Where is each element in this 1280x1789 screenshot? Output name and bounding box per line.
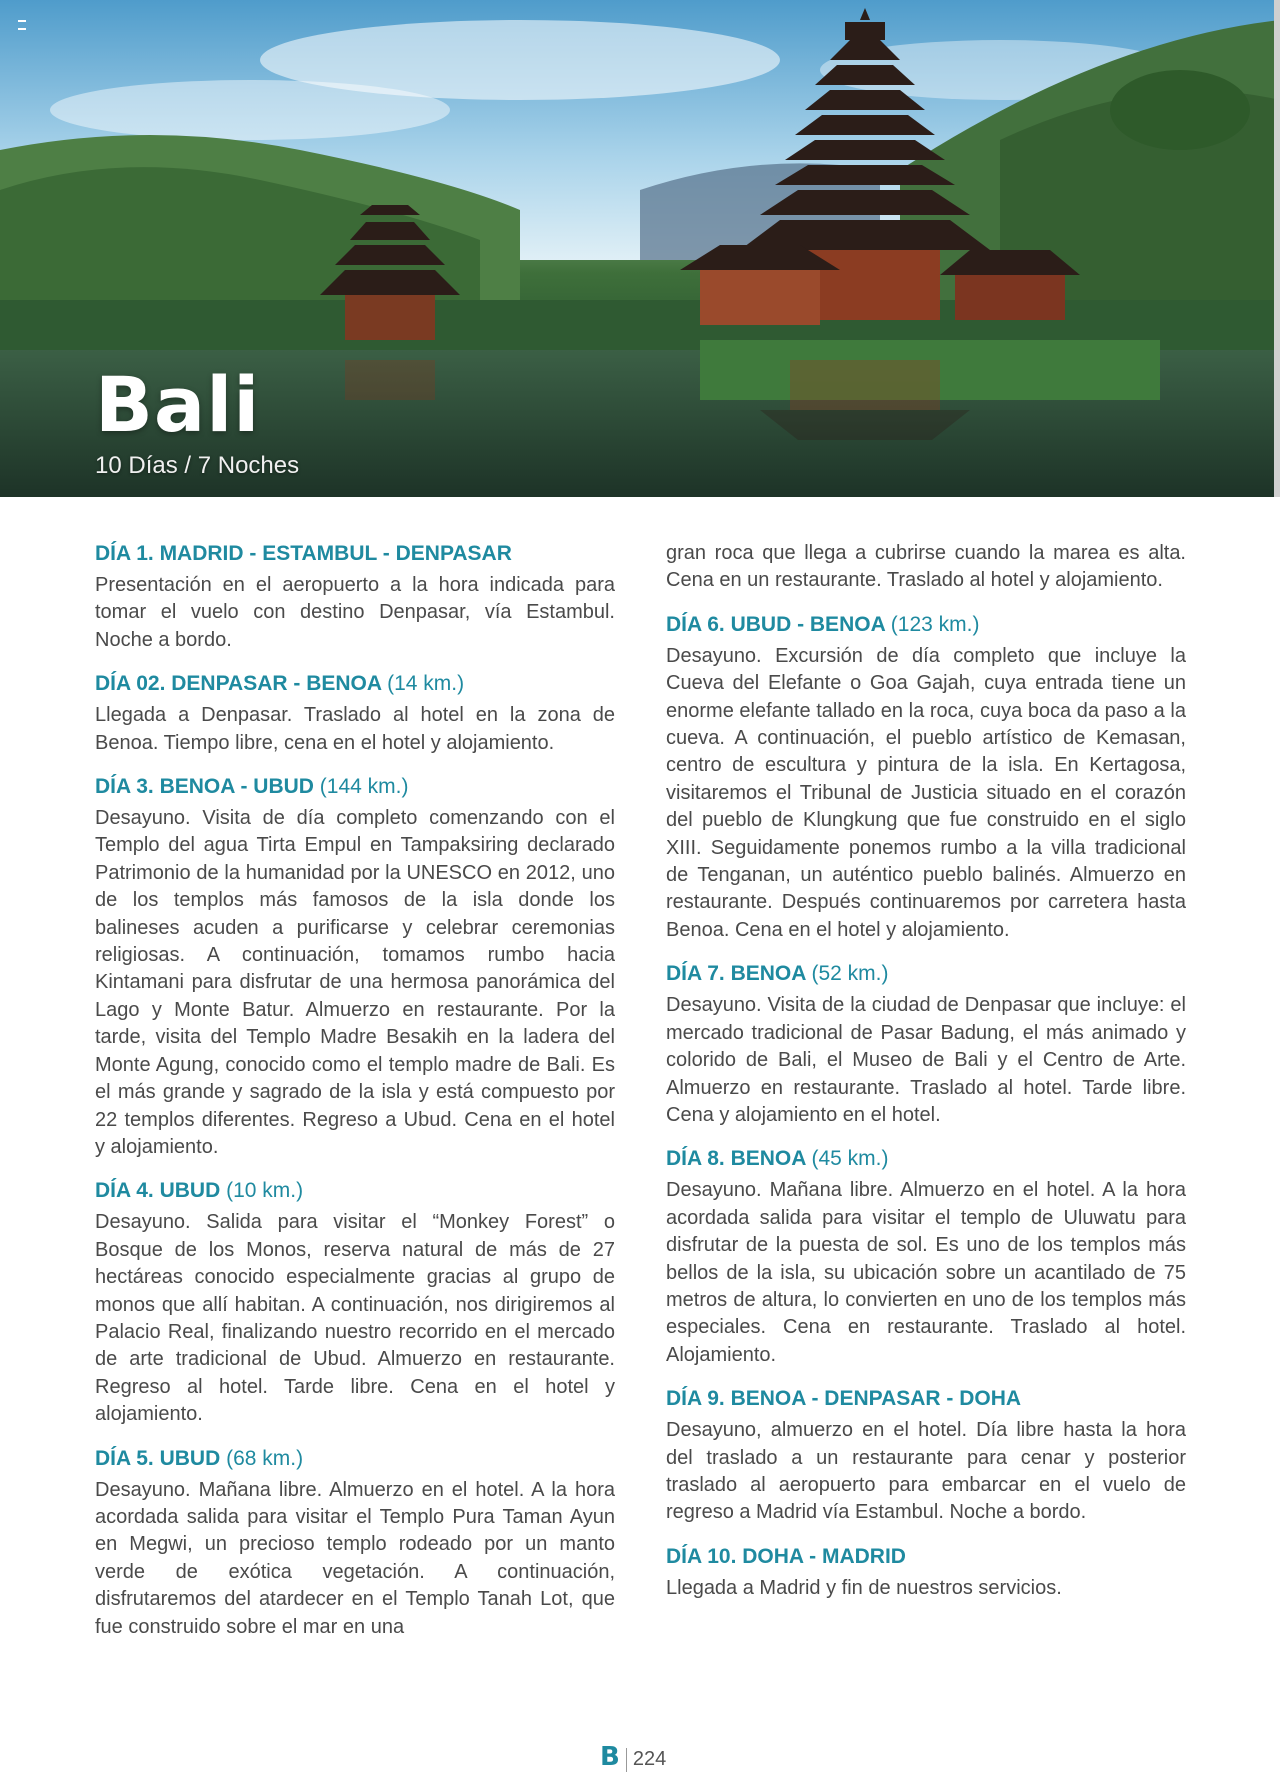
day-distance: (144 km.) bbox=[319, 775, 409, 799]
day-distance: (52 km.) bbox=[811, 962, 889, 986]
day-heading: DÍA 7. BENOA bbox=[666, 962, 806, 986]
day-4 bbox=[95, 1177, 615, 1428]
page-number: 224 bbox=[632, 1748, 667, 1770]
brand-logo: B bbox=[600, 1742, 620, 1772]
day-description: Desayuno. Visita de día completo comenzando con el Templo del agua Tirta Empul en Tampaksiring declarado Patrimonio de la humanidad por la UNESCO en 2012, uno de los templos más famosos de la isla donde los balineses acuden a purificarse y celebrar ceremonias religiosas. A continuación, tomamos rumbo hacia Kintamani para disfrutar de una hermosa panorámica del Lago y Monte Batur. Almuerzo en restaurante. Por la tarde, visita del Templo Madre Besakih en la ladera del Monte Agung, conocido como el templo madre de Bali. Es el más grande y sagrado de la isla y está compuesto por 22 templos diferentes. Regreso a Ubud. Cena en el hotel y alojamiento. bbox=[95, 807, 615, 1158]
footer-divider bbox=[626, 1748, 627, 1772]
day-description: Desayuno. Mañana libre. Almuerzo en el hotel. A la hora acordada salida para visitar el templo de Uluwatu para disfrutar de la puesta de sol. Es uno de los templos más bellos de la isla, su ubicación sobre un acantilado de 75 metros de altura, lo convierten en uno de los templos más especiales. Cena en restaurante. Traslado al hotel. Alojamiento. bbox=[666, 1179, 1186, 1366]
day-8 bbox=[666, 1145, 1186, 1369]
day-2 bbox=[95, 670, 615, 757]
day-heading: DÍA 10. DOHA - MADRID bbox=[666, 1544, 906, 1568]
day-description: Llegada a Madrid y fin de nuestros servicios. bbox=[666, 1576, 1062, 1599]
day-1 bbox=[95, 540, 615, 654]
day-heading: DÍA 4. UBUD bbox=[95, 1179, 221, 1203]
day-heading: DÍA 1. MADRID - ESTAMBUL - DENPASAR bbox=[95, 542, 512, 565]
day-5-continued: gran roca que llega a cubrirse cuando la marea es alta. Cena en un restaurante. Traslado al hotel y alojamiento. bbox=[666, 542, 1186, 592]
day-distance: (45 km.) bbox=[811, 1147, 889, 1171]
day-distance: (123 km.) bbox=[890, 612, 980, 636]
page-subtitle: 10 Días / 7 Noches bbox=[95, 452, 300, 479]
day-6 bbox=[666, 611, 1186, 944]
day-5 bbox=[95, 1445, 615, 1641]
menu-icon bbox=[18, 20, 26, 30]
day-3 bbox=[95, 773, 615, 1161]
day-distance: (14 km.) bbox=[387, 672, 465, 696]
day-9 bbox=[666, 1385, 1186, 1527]
day-description: Presentación en el aeropuerto a la hora indicada para tomar el vuelo con destino Denpasar, vía Estambul. Noche a bordo. bbox=[95, 574, 615, 651]
day-description: Llegada a Denpasar. Traslado al hotel en la zona de Benoa. Tiempo libre, cena en el hotel y alojamiento. bbox=[95, 704, 615, 754]
day-description: Desayuno. Mañana libre. Almuerzo en el hotel. A la hora acordada salida para visitar el Templo Pura Taman Ayun en Megwi, un precioso templo rodeado por un manto verde de exótica vegetación. A continuación, disfrutaremos del atardecer en el Templo Tanah Lot, que fue construido sobre el mar en una bbox=[95, 1478, 615, 1638]
day-heading: DÍA 9. BENOA - DENPASAR - DOHA bbox=[666, 1387, 1022, 1411]
day-distance: (68 km.) bbox=[226, 1446, 304, 1470]
day-heading: DÍA 02. DENPASAR - BENOA bbox=[95, 672, 382, 696]
day-description: Desayuno. Salida para visitar el “Monkey Forest” o Bosque de los Monos, reserva natural de más de 27 hectáreas conocido especialmente gracias al grupo de monos que allí habitan. A continuación, nos dirigiremos al Palacio Real, finalizando nuestro recorrido en el mercado de arte tradicional de Ubud. Almuerzo en restaurante. Regreso al hotel. Tarde libre. Cena en el hotel y alojamiento. bbox=[95, 1211, 615, 1426]
hero-image bbox=[0, 0, 1280, 497]
day-description: Desayuno, almuerzo en el hotel. Día libre hasta la hora del traslado a un restaurante para cenar y posterior traslado al aeropuerto para embarcar en el vuelo de regreso a Madrid vía Estambul. Noche a bordo. bbox=[666, 1419, 1186, 1524]
itinerary-column-left bbox=[95, 540, 615, 1657]
itinerary-column-right bbox=[666, 540, 1186, 1618]
day-distance: (10 km.) bbox=[226, 1179, 304, 1203]
day-10 bbox=[666, 1543, 1186, 1602]
day-heading: DÍA 5. UBUD bbox=[95, 1446, 221, 1470]
day-heading: DÍA 3. BENOA - UBUD bbox=[95, 775, 314, 799]
day-7 bbox=[666, 960, 1186, 1129]
day-heading: DÍA 6. UBUD - BENOA bbox=[666, 612, 885, 636]
page-title: Bali bbox=[95, 360, 261, 449]
scrollbar[interactable] bbox=[1274, 0, 1280, 497]
day-description: Desayuno. Excursión de día completo que incluye la Cueva del Elefante o Goa Gajah, cuya entrada tiene un enorme elefante tallado en la roca, cuya boca da paso a la cueva. A continuación, el pueblo artístico de Kemasan, centro de escultura y pintura de la isla. En Kertagosa, visitaremos el Tribunal de Justicia situado en el corazón del pueblo de Klungkung que fue construido en el siglo XIII. Seguidamente ponemos rumbo a la villa tradicional de Tenganan, un auténtico pueblo balinés. Almuerzo en restaurante. Después continuaremos por carretera hasta Benoa. Cena en el hotel y alojamiento. bbox=[666, 644, 1186, 941]
day-heading: DÍA 8. BENOA bbox=[666, 1147, 806, 1171]
page-footer bbox=[600, 1742, 666, 1772]
day-description: Desayuno. Visita de la ciudad de Denpasar que incluye: el mercado tradicional de Pasar Badung, el más animado y colorido de Bali, el Museo de Bali y el Centro de Arte. Almuerzo en restaurante. Traslado al hotel. Tarde libre. Cena y alojamiento en el hotel. bbox=[666, 994, 1186, 1126]
